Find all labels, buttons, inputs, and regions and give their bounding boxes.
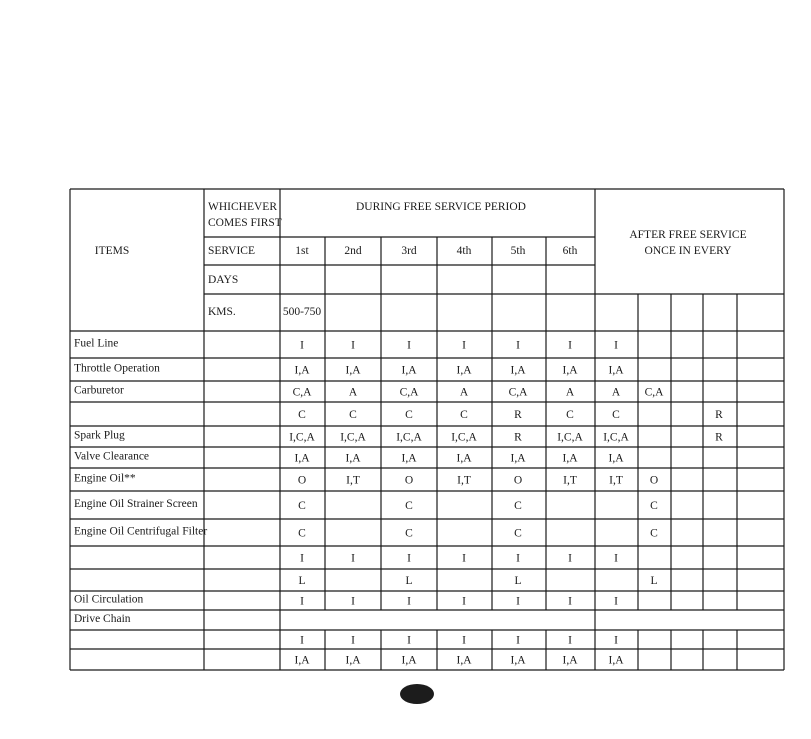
schedule-cell: I — [407, 634, 411, 647]
table-row — [74, 338, 618, 352]
schedule-cell: I,A — [608, 452, 624, 465]
table-row — [74, 498, 658, 512]
schedule-cell: I,A — [294, 364, 310, 377]
schedule-cell: I — [568, 339, 572, 352]
row-item-label: Engine Oil Strainer Screen — [74, 498, 198, 510]
row-item-label: Engine Oil** — [74, 472, 136, 485]
schedule-cell: C,A — [508, 386, 528, 399]
schedule-cell: C,A — [399, 386, 419, 399]
schedule-cell: I,A — [456, 364, 472, 377]
schedule-cell: C — [566, 409, 574, 421]
schedule-cell: I — [300, 552, 304, 565]
schedule-cell: C — [650, 527, 658, 540]
schedule-cell: R — [514, 409, 522, 421]
table-row — [74, 594, 618, 608]
schedule-cell: I — [516, 339, 520, 352]
schedule-cell: I — [568, 595, 572, 608]
service-number: 3rd — [401, 245, 417, 257]
table-body — [74, 338, 723, 667]
schedule-cell: I,A — [294, 654, 310, 667]
schedule-cell: I — [614, 595, 618, 608]
schedule-cell: C — [405, 527, 413, 540]
schedule-cell: I,T — [609, 474, 623, 487]
table-row — [74, 451, 624, 465]
schedule-cell: L — [650, 575, 658, 587]
after-free-service-header: AFTER FREE SERVICE — [629, 229, 747, 241]
schedule-cell: I — [614, 634, 618, 647]
schedule-cell: I,A — [401, 654, 417, 667]
schedule-cell: I,A — [456, 654, 472, 667]
schedule-cell: I,C,A — [340, 431, 366, 444]
schedule-cell: C — [514, 527, 522, 540]
whichever-label: WHICHEVER — [208, 201, 277, 213]
table-row — [298, 409, 723, 421]
schedule-cell: I — [462, 339, 466, 352]
kms-row-label: KMS. — [208, 306, 236, 318]
schedule-cell: L — [514, 575, 522, 587]
schedule-cell: C — [298, 409, 306, 421]
schedule-cell: I,A — [562, 364, 578, 377]
row-item-label: Oil Circulation — [74, 593, 144, 606]
service-number: 4th — [456, 245, 472, 257]
table-grid — [70, 189, 784, 670]
table-row — [74, 526, 658, 540]
schedule-cell: L — [298, 575, 306, 587]
table-row — [74, 385, 664, 399]
schedule-cell: A — [565, 386, 575, 399]
schedule-cell: I — [300, 634, 304, 647]
schedule-cell: I,C,A — [396, 431, 422, 444]
schedule-cell: I — [351, 339, 355, 352]
table-row — [74, 613, 131, 625]
schedule-cell: I — [407, 552, 411, 565]
table-row — [298, 575, 657, 587]
schedule-cell: A — [459, 386, 469, 399]
schedule-cell: O — [297, 474, 307, 487]
row-item-label: Valve Clearance — [74, 450, 150, 463]
table-header — [95, 201, 747, 318]
schedule-cell: I,A — [510, 452, 526, 465]
schedule-cell: C — [298, 527, 306, 540]
schedule-cell: I,A — [608, 364, 624, 377]
schedule-cell: I,C,A — [451, 431, 477, 444]
schedule-cell: I,A — [562, 452, 578, 465]
items-column-header: ITEMS — [94, 245, 130, 257]
schedule-cell: I — [351, 595, 355, 608]
schedule-cell: I — [614, 552, 618, 565]
schedule-cell: I — [614, 339, 618, 352]
days-row-label: DAYS — [208, 274, 239, 286]
row-item-label: Throttle Operation — [74, 362, 160, 375]
row-item-label: Carburetor — [74, 384, 124, 397]
schedule-cell: I — [568, 634, 572, 647]
schedule-cell: I,C,A — [557, 431, 583, 444]
schedule-cell: I,A — [456, 452, 472, 465]
schedule-cell: C — [514, 500, 522, 512]
schedule-cell: I,A — [562, 654, 578, 667]
schedule-cell: I,A — [345, 364, 361, 377]
page-number-marker — [400, 684, 434, 704]
schedule-cell: C — [405, 409, 413, 421]
schedule-cell: I — [407, 595, 411, 608]
schedule-cell: I — [300, 339, 304, 352]
schedule-cell: C — [612, 409, 620, 421]
schedule-cell: I — [462, 595, 466, 608]
row-item-label: Spark Plug — [74, 429, 125, 442]
table-row — [300, 635, 618, 647]
schedule-cell: I,A — [510, 364, 526, 377]
schedule-cell: I,A — [401, 452, 417, 465]
table-row — [74, 430, 723, 444]
service-number: 6th — [562, 245, 578, 257]
schedule-cell: I — [568, 552, 572, 565]
schedule-cell: C — [650, 500, 658, 512]
schedule-cell: I,T — [563, 474, 577, 487]
schedule-cell: C,A — [644, 386, 664, 399]
schedule-cell: O — [649, 474, 659, 487]
schedule-cell: I — [462, 552, 466, 565]
table-row — [300, 553, 618, 565]
schedule-cell: I,A — [608, 654, 624, 667]
service-number: 1st — [295, 245, 309, 257]
schedule-cell: I — [351, 552, 355, 565]
schedule-cell: A — [611, 386, 621, 399]
schedule-cell: I — [351, 634, 355, 647]
service-row-label: SERVICE — [208, 245, 255, 257]
row-item-label: Engine Oil Centrifugal Filter — [74, 525, 208, 538]
once-in-every-header: ONCE IN EVERY — [644, 245, 732, 257]
schedule-cell: I,A — [345, 452, 361, 465]
schedule-cell: L — [405, 575, 413, 587]
schedule-cell: A — [348, 386, 358, 399]
schedule-cell: C — [405, 500, 413, 512]
schedule-cell: I — [300, 595, 304, 608]
schedule-cell: I — [516, 634, 520, 647]
schedule-cell: I,A — [294, 452, 310, 465]
free-service-period-header: DURING FREE SERVICE PERIOD — [356, 201, 526, 213]
service-number: 2nd — [344, 245, 362, 257]
table-row — [294, 655, 624, 667]
schedule-cell: O — [404, 474, 414, 487]
schedule-cell: I — [516, 595, 520, 608]
schedule-cell: O — [513, 474, 523, 487]
row-item-label: Drive Chain — [74, 613, 131, 625]
first-service-kms: 500-750 — [282, 306, 322, 318]
table-row — [74, 473, 658, 487]
schedule-cell: I,C,A — [603, 431, 629, 444]
schedule-cell: I — [462, 634, 466, 647]
schedule-cell: I,A — [401, 364, 417, 377]
row-item-label: Fuel Line — [74, 337, 119, 350]
schedule-cell: I — [516, 552, 520, 565]
schedule-cell: I — [407, 339, 411, 352]
schedule-cell: C — [349, 409, 357, 421]
schedule-cell: I,A — [510, 654, 526, 667]
schedule-cell: I,T — [457, 474, 471, 487]
schedule-cell: I,C,A — [289, 431, 315, 444]
schedule-cell: C,A — [292, 386, 312, 399]
schedule-cell: R — [514, 431, 522, 444]
table-row — [74, 363, 624, 377]
schedule-cell: I,A — [345, 654, 361, 667]
comes-first-label: COMES FIRST — [208, 217, 282, 229]
schedule-cell: C — [298, 500, 306, 512]
schedule-cell: C — [460, 409, 468, 421]
schedule-cell: R — [715, 409, 723, 421]
schedule-cell: I,T — [346, 474, 360, 487]
schedule-cell: R — [715, 431, 723, 444]
service-number: 5th — [510, 245, 526, 257]
